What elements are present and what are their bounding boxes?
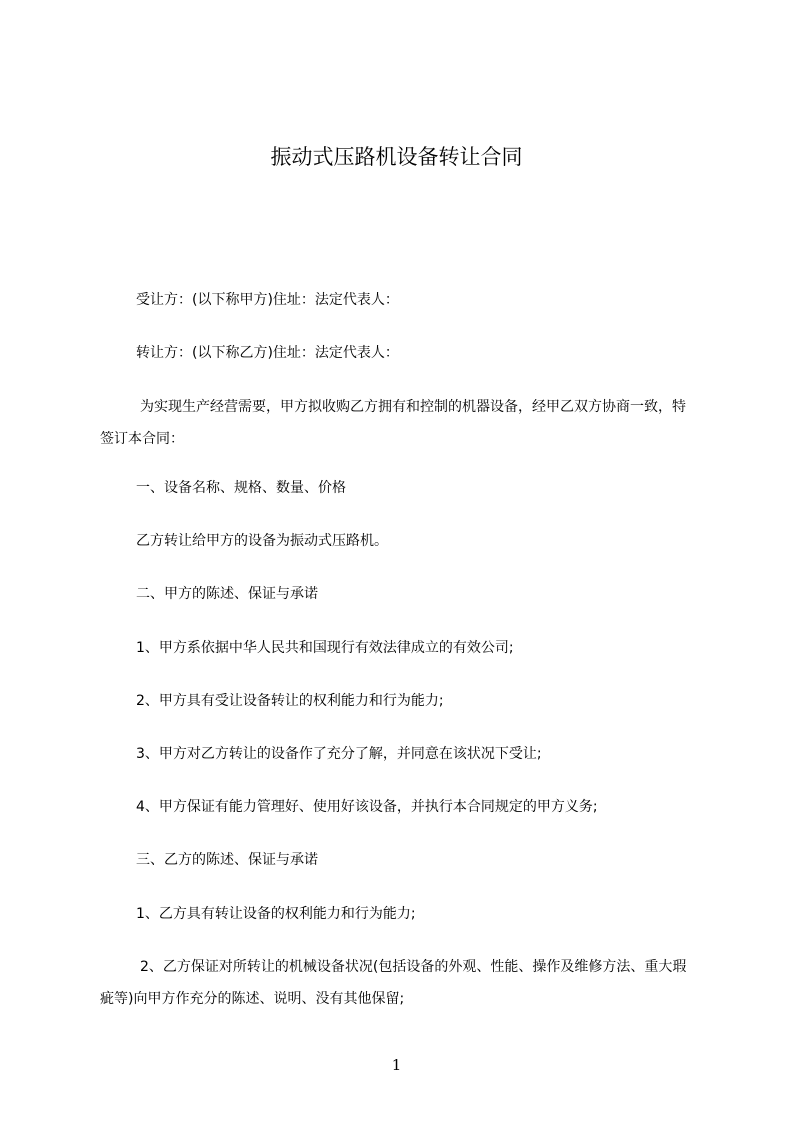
clause-party-b-2: 2、乙方保证对所转让的机械设备状况(包括设备的外观、性能、操作及维修方法、重大瑕疵等)向甲方作充分的陈述、说明、没有其他保留; <box>100 959 687 1007</box>
section-heading-1: 一、设备名称、规格、数量、价格 <box>136 480 346 496</box>
clause-party-a-2: 2、甲方具有受让设备转让的权利能力和行为能力; <box>136 693 444 709</box>
clause-party-a-3: 3、甲方对乙方转让的设备作了充分了解，并同意在该状况下受让; <box>136 746 542 762</box>
page-number: 1 <box>391 1056 402 1074</box>
clause-party-a-4: 4、甲方保证有能力管理好、使用好该设备，并执行本合同规定的甲方义务; <box>136 799 598 815</box>
clause-party-a-1: 1、甲方系依据中华人民共和国现行有效法律成立的有效公司; <box>136 640 514 656</box>
paragraph-equipment: 乙方转让给甲方的设备为振动式压路机。 <box>136 533 388 549</box>
paragraph-transferor: 转让方：(以下称乙方)住址：法定代表人： <box>136 345 399 361</box>
clause-party-b-1: 1、乙方具有转让设备的权利能力和行为能力; <box>136 906 416 922</box>
paragraph-transferee: 受让方：(以下称甲方)住址：法定代表人： <box>136 292 399 308</box>
document-title: 振动式压路机设备转让合同 <box>270 145 523 169</box>
section-heading-2: 二、甲方的陈述、保证与承诺 <box>136 586 318 602</box>
paragraph-preamble: 为实现生产经营需要，甲方拟收购乙方拥有和控制的机器设备，经甲乙双方协商一致，特签订本合同： <box>100 399 686 447</box>
section-heading-3: 三、乙方的陈述、保证与承诺 <box>136 852 318 868</box>
